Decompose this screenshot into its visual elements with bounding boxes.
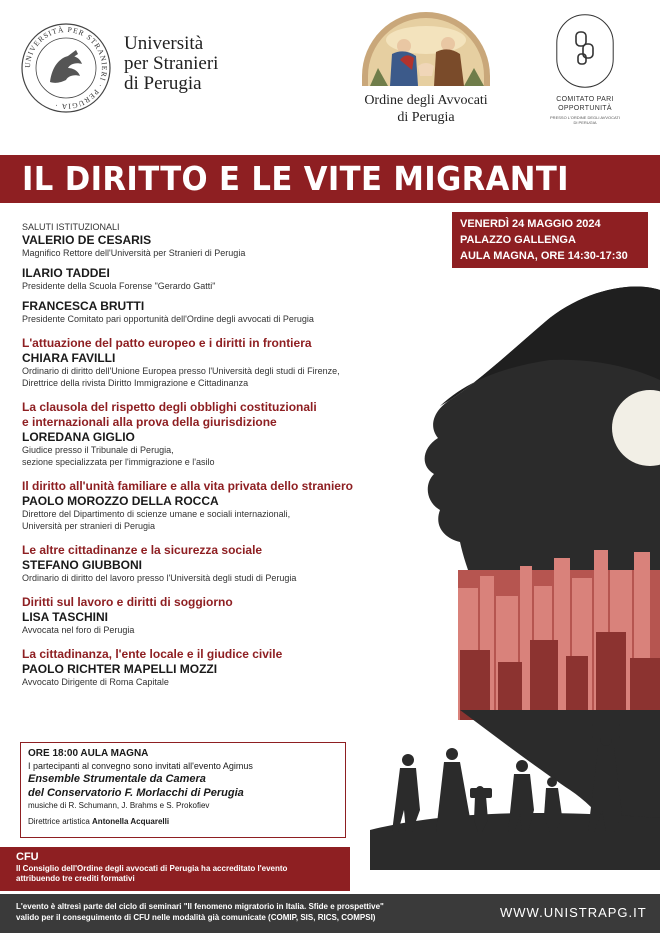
- event-date: VENERDÌ 24 MAGGIO 2024: [460, 218, 601, 230]
- talk-topic: Diritti sul lavoro e diritti di soggiorno: [22, 595, 233, 609]
- event-info-box: [452, 212, 648, 268]
- website-link[interactable]: WWW.UNISTRAPG.IT: [500, 905, 647, 920]
- speaker-name: PAOLO MOROZZO DELLA ROCCA: [22, 494, 219, 508]
- event-room-time: AULA MAGNA, ORE 14:30-17:30: [460, 250, 628, 262]
- page-title: IL DIRITTO E LE VITE MIGRANTI: [22, 159, 569, 198]
- talk-topic: La cittadinanza, l'ente locale e il giudice civile: [22, 647, 283, 661]
- ordine-name: [360, 92, 492, 126]
- speaker-name: LISA TASCHINI: [22, 610, 108, 624]
- speaker-role: sezione specializzata per l'immigrazione e l'asilo: [22, 457, 215, 467]
- comitato-subtitle-line-1: PRESSO L'ORDINE DEGLI AVVOCATI: [550, 115, 620, 120]
- speaker-name: LOREDANA GIGLIO: [22, 430, 135, 444]
- talk-topic: Le altre cittadinanze e la sicurezza sociale: [22, 543, 263, 557]
- director-label: Direttrice artistica: [28, 817, 90, 826]
- footer-note-line-1: L'evento è altresì parte del ciclo di seminari "Il fenomeno migratorio in Italia. Sfide e prospettive": [16, 902, 384, 911]
- footer-note-line-2: valido per il conseguimento di CFU nelle modalità già comunicate (COMIP, SIS, RICS, COMPSI): [16, 913, 376, 922]
- comitato-name-line-1: COMITATO PARI: [556, 96, 614, 103]
- ordine-name-line-1: Ordine degli Avvocati: [364, 93, 488, 108]
- talk-topic: L'attuazione del patto europeo e i diritti in frontiera: [22, 336, 312, 350]
- speaker-role: Avvocata nel foro di Perugia: [22, 625, 135, 635]
- director-name: Antonella Acquarelli: [92, 817, 170, 826]
- speaker-name: STEFANO GIUBBONI: [22, 558, 143, 572]
- cfu-band: [0, 847, 350, 891]
- comitato-logo: [556, 14, 614, 88]
- speaker-role: Ordinario di diritto del lavoro presso l'Università degli studi di Perugia: [22, 573, 297, 583]
- speaker-role: Presidente Comitato pari opportunità dell'Ordine degli avvocati di Perugia: [22, 314, 314, 324]
- talk-topic: e internazionali alla prova della giurisdizione: [22, 415, 277, 429]
- cfu-text: Il Consiglio dell'Ordine degli avvocati di Perugia ha accreditato l'evento: [16, 864, 288, 873]
- comitato-name-line-2: OPPORTUNITÀ: [558, 105, 612, 112]
- greetings-kicker: SALUTI ISTITUZIONALI: [22, 222, 120, 232]
- concert-ensemble: del Conservatorio F. Morlacchi di Perugia: [28, 787, 244, 799]
- speaker-role: Magnifico Rettore dell'Università per Stranieri di Perugia: [22, 248, 246, 258]
- concert-music: musiche di R. Schumann, J. Brahms e S. Prokofiev: [28, 801, 210, 810]
- concert-director: [28, 816, 338, 827]
- university-name-line-3: di Perugia: [124, 73, 202, 94]
- talk-topic: La clausola del rispetto degli obblighi costituzionali: [22, 400, 317, 414]
- speaker-role: Università per stranieri di Perugia: [22, 521, 156, 531]
- concert-time: ORE 18:00 AULA MAGNA: [28, 748, 149, 759]
- comitato-name: [540, 95, 630, 113]
- speaker-role: Avvocato Dirigente di Roma Capitale: [22, 677, 169, 687]
- header: [0, 0, 660, 150]
- university-seal-logo: [20, 22, 112, 114]
- speaker-name: PAOLO RICHTER MAPELLI MOZZI: [22, 662, 218, 676]
- ordine-painting-image: [360, 10, 492, 86]
- speaker-role: Direttore del Dipartimento di scienze umane e sociali internazionali,: [22, 509, 291, 519]
- event-venue: PALAZZO GALLENGA: [460, 234, 576, 246]
- speaker-name: FRANCESCA BRUTTI: [22, 299, 145, 313]
- cfu-heading: CFU: [16, 851, 39, 863]
- speaker-name: ILARIO TADDEI: [22, 266, 110, 280]
- university-name-line-2: per Stranieri: [124, 53, 219, 74]
- concert-box: [20, 742, 346, 838]
- seal-text: UNIVERSITÀ PER STRANIERI · PERUGIA ·: [22, 24, 110, 112]
- speaker-name: CHIARA FAVILLI: [22, 351, 116, 365]
- university-name-line-1: Università: [124, 33, 204, 54]
- speaker-name: VALERIO DE CESARIS: [22, 233, 152, 247]
- speaker-role: Giudice presso il Tribunale di Perugia,: [22, 445, 174, 455]
- comitato-subtitle-line-2: DI PERUGIA: [573, 120, 597, 125]
- footer-note: [16, 901, 456, 923]
- footer: [0, 894, 660, 933]
- speaker-role: Ordinario di diritto dell'Unione Europea presso l'Università degli studi di Firenze,: [22, 366, 340, 376]
- concert-intro: I partecipanti al convegno sono invitati all'evento Agimus: [28, 761, 253, 771]
- talk-topic: Il diritto all'unità familiare e alla vita privata dello straniero: [22, 479, 353, 493]
- ordine-name-line-2: di Perugia: [397, 110, 455, 125]
- speaker-role: Presidente della Scuola Forense "Gerardo Gatti": [22, 281, 216, 291]
- programme: [22, 222, 422, 688]
- concert-ensemble: Ensemble Strumentale da Camera: [28, 773, 206, 785]
- comitato-subtitle: [540, 115, 630, 125]
- university-name: [124, 34, 218, 94]
- cfu-text: attribuendo tre crediti formativi: [16, 874, 135, 883]
- speaker-role: Direttrice della rivista Diritto Immigrazione e Cittadinanza: [22, 378, 249, 388]
